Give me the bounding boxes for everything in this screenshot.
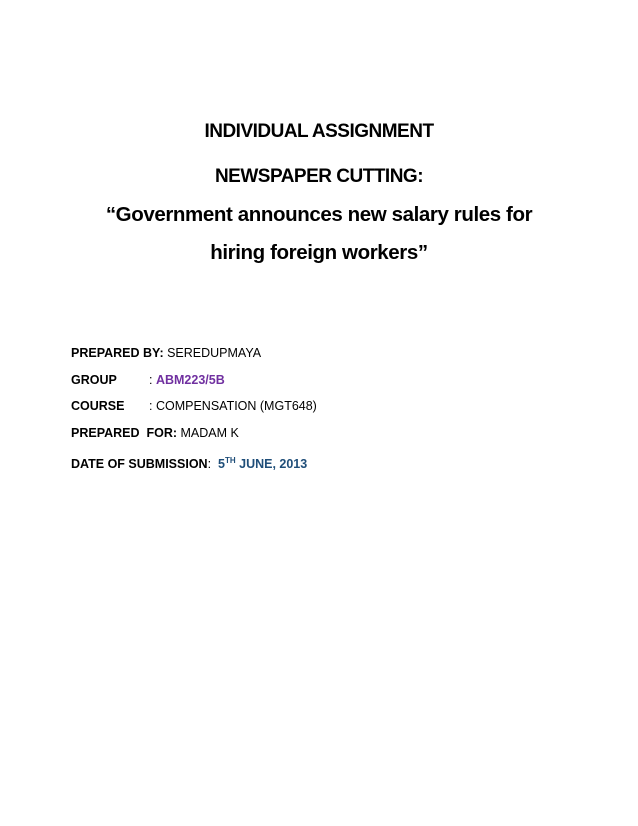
date-rest: JUNE, 2013 [235,457,308,471]
prepared-by-value: SEREDUPMAYA [163,346,262,360]
course-value: COMPENSATION (MGT648) [155,399,317,413]
assignment-title: INDIVIDUAL ASSIGNMENT [204,121,434,142]
date-ordinal: TH [224,456,236,465]
group-separator: : [149,373,156,387]
prepared-by-label: PREPARED BY: [71,346,164,360]
date-of-submission-row [71,453,307,472]
assignment-subtitle: NEWSPAPER CUTTING: [214,166,424,187]
group-label: GROUP [71,373,117,387]
article-title-line-2: hiring foreign workers” [210,241,428,264]
group-row [71,373,225,388]
prepared-for-value: MADAM K [177,426,239,440]
course-row [71,399,317,414]
group-value: ABM223/5B [155,373,225,387]
article-title-line-1: “Government announces new salary rules for [105,203,533,226]
course-separator: : [149,399,156,413]
prepared-by-row [71,346,261,361]
course-label: COURSE [71,399,125,413]
prepared-for-label: PREPARED FOR: [71,426,178,440]
date-label: DATE OF SUBMISSION [71,457,208,471]
date-separator: : [207,457,219,471]
date-value [218,457,307,471]
prepared-for-row [71,426,239,441]
date-day: 5 [218,457,225,471]
